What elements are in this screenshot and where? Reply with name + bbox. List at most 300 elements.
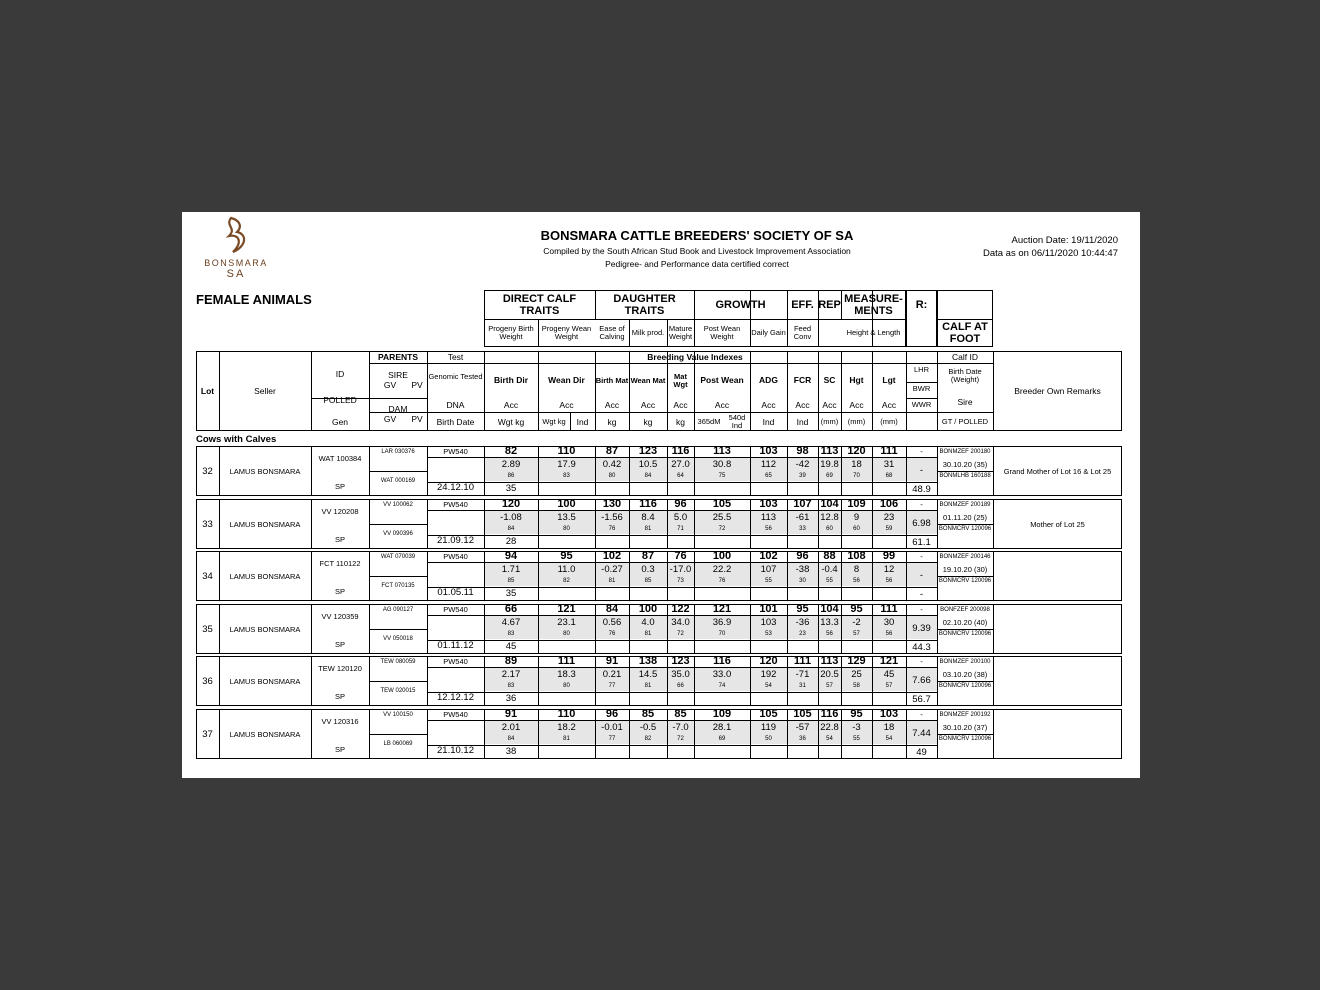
trait-acc-hgt: 56 [853,577,860,584]
test-type: PW540 [443,447,468,456]
animal-id: WAT 100384 [318,453,362,463]
trait-value-birth-dir: 2.17 [501,669,521,680]
col-wean-mat: Wean Mat [630,375,666,385]
trait-value-fcr: -57 [795,722,810,733]
group-eff: EFF. [791,298,814,311]
wwr-value: 61.1 [912,536,931,548]
col-wean-dir: Wean Dir [548,375,585,385]
trait-value-birth-mat: -0.27 [601,564,623,575]
lhr-value: - [920,657,923,666]
seller-name: LAMUS BONSMARA [229,466,301,476]
col-acc: Acc [822,399,837,410]
bottom-value: 28 [505,536,517,547]
animal-id: FCT 110122 [319,558,361,568]
trait-value-birth-dir: 1.71 [501,564,521,575]
trait-index-birth-mat: 84 [605,604,619,615]
lhr-value: - [920,447,923,456]
grid-line [369,524,427,525]
trait-value-mat-wgt: -17.0 [669,564,692,575]
trait-acc-mat-wgt: 72 [677,735,684,742]
trait-value-birth-dir: 4.67 [501,617,521,628]
grid-line [818,319,819,347]
trait-index-adg: 103 [759,446,778,457]
auction-info [983,234,1118,260]
trait-acc-sc: 60 [826,525,833,532]
trait-acc-lgt: 56 [885,577,893,584]
trait-index-lgt: 103 [879,709,899,720]
test-type: PW540 [443,605,468,614]
org-subtitle-2: Pedigree- and Performance data certified correct [605,259,789,269]
calf-birth-date: 03.10.20 (38) [942,670,988,679]
trait-index-mat-wgt: 123 [671,656,690,667]
trait-acc-adg: 53 [765,630,772,637]
trait-acc-post-wean: 75 [718,472,726,479]
calf-birth-date: 30.10.20 (35) [942,460,988,469]
trait-value-wean-mat: 4.0 [641,617,655,628]
col-acc: Acc [640,399,656,410]
animal-id: VV 120316 [321,716,359,726]
wwr-value: 49 [916,746,927,758]
trait-value-post-wean: 25.5 [712,512,732,523]
trait-index-birth-dir: 94 [504,551,518,562]
col-adg: ADG [759,375,778,385]
col-calf-sire: Sire [957,396,973,407]
unit-wgt-kg: Wgt kg [497,416,525,427]
animal-gen: SP [334,534,345,544]
trait-value-post-wean: 33.0 [712,669,732,680]
trait-index-hgt: 108 [847,551,866,562]
seller-name: LAMUS BONSMARA [229,624,301,634]
seller-name: LAMUS BONSMARA [229,519,301,529]
lhr-value: - [920,710,923,719]
trait-value-hgt: 9 [853,512,860,523]
section-title: FEMALE ANIMALS [196,292,312,307]
trait-acc-fcr: 23 [799,630,806,637]
trait-index-wean-dir: 110 [557,446,576,457]
trait-acc-wean-mat: 84 [644,472,652,479]
trait-index-wean-mat: 138 [638,656,658,667]
calf-birth-date: 01.11.20 (25) [942,513,988,522]
group-r: R: [915,298,928,311]
trait-value-wean-mat: 10.5 [638,459,658,470]
sub-feed-conv: Feed Conv [793,324,812,341]
trait-index-fcr: 98 [796,446,809,457]
trait-value-mat-wgt: 35.0 [671,669,690,680]
sire-id: AG 090127 [382,606,414,613]
calf-sire: BONMCRV 120096 [938,683,992,689]
dam-id: FCT 070135 [381,582,415,589]
grid-line [369,398,427,399]
lot-number: 36 [202,675,213,687]
unit-kg: kg [676,416,685,427]
bwr-value: 6.98 [912,517,931,529]
breeder-remarks [993,709,1122,759]
trait-acc-sc: 56 [826,630,833,637]
bwr-value: 7.66 [912,674,931,686]
lot-number: 34 [202,570,213,582]
trait-value-wean-mat: -0.5 [639,722,657,733]
grid-line [369,681,427,682]
col-gt-polled: GT / POLLED [941,417,989,426]
trait-index-mat-wgt: 85 [674,709,687,720]
trait-acc-mat-wgt: 73 [677,577,684,584]
trait-value-mat-wgt: 5.0 [673,512,688,523]
trait-value-sc: 20.5 [820,669,839,680]
trait-index-birth-dir: 66 [504,604,518,615]
trait-value-lgt: 18 [883,722,895,733]
trait-value-birth-dir: 2.89 [501,459,521,470]
trait-index-fcr: 111 [793,656,812,667]
col-acc: Acc [503,399,519,410]
trait-index-fcr: 107 [793,499,812,510]
trait-index-post-wean: 116 [713,656,731,667]
trait-value-sc: 13.3 [820,617,839,628]
grid-line [369,471,427,472]
trait-index-hgt: 120 [847,446,866,457]
birth-date: 24.12.10 [437,482,474,493]
trait-index-fcr: 105 [793,709,812,720]
trait-index-mat-wgt: 116 [671,446,690,457]
trait-value-fcr: -71 [795,669,810,680]
breeder-remarks [993,604,1122,654]
trait-acc-wean-dir: 80 [563,630,570,637]
trait-acc-birth-dir: 84 [507,735,515,742]
trait-acc-birth-mat: 81 [608,577,616,584]
trait-value-hgt: -2 [852,617,861,628]
col-acc: Acc [714,399,730,410]
col-acc: Acc [604,399,620,410]
col-hgt: Hgt [849,375,864,385]
trait-value-lgt: 12 [883,564,895,575]
unit-ind: Ind [576,416,589,427]
bottom-value: 45 [505,641,517,652]
breeder-remarks [993,656,1122,706]
trait-index-hgt: 95 [850,604,863,615]
trait-value-lgt: 23 [883,512,895,523]
trait-acc-lgt: 54 [885,735,893,742]
calf-id: BONMZEF 200180 [939,448,991,455]
breeder-remarks [993,551,1122,601]
trait-acc-wean-dir: 82 [563,577,570,584]
col-wwr: WWR [911,400,932,409]
col-parents: PARENTS [378,351,418,362]
trait-acc-sc: 69 [826,472,833,479]
col-gen: Gen [331,416,349,427]
col-lot: Lot [200,385,215,396]
trait-value-lgt: 45 [883,669,895,680]
trait-value-fcr: -61 [795,512,810,523]
unit-ind: Ind [762,416,775,427]
bonsmara-logo-icon [221,216,251,256]
calf-sire: BONMCRV 120096 [938,526,992,532]
trait-index-wean-mat: 87 [641,551,655,562]
lot-number: 32 [202,465,213,477]
trait-acc-birth-dir: 83 [507,682,515,689]
trait-value-post-wean: 30.8 [712,459,732,470]
calf-birth-date: 02.10.20 (40) [942,618,988,627]
trait-index-birth-mat: 96 [605,709,619,720]
trait-value-post-wean: 36.9 [712,617,732,628]
animal-gen: SP [334,481,345,491]
trait-acc-hgt: 58 [853,682,860,689]
unit-ind: Ind [796,416,809,427]
trait-value-adg: 103 [760,617,777,628]
trait-value-wean-mat: 8.4 [641,512,655,523]
col-acc: Acc [673,399,688,410]
trait-acc-lgt: 68 [885,472,893,479]
col-remarks: Breeder Own Remarks [1014,385,1101,396]
calf-sire: BONMCRV 120096 [938,578,992,584]
bottom-value: 36 [505,693,517,704]
trait-acc-hgt: 55 [853,735,860,742]
trait-acc-wean-mat: 85 [644,577,652,584]
trait-value-wean-dir: 18.3 [557,669,576,680]
col-acc: Acc [849,399,864,410]
trait-acc-birth-mat: 77 [608,735,616,742]
grid-line [369,734,427,735]
trait-value-hgt: 18 [851,459,862,470]
dam-id: VV 090396 [383,530,413,537]
trait-index-birth-mat: 91 [605,656,619,667]
trait-acc-fcr: 30 [799,577,806,584]
trait-value-wean-dir: 11.0 [557,564,576,575]
trait-value-wean-mat: 0.3 [641,564,655,575]
trait-acc-lgt: 56 [885,630,893,637]
lot-number: 35 [202,623,213,635]
animal-id: TEW 120120 [318,663,362,673]
group-title: Cows with Calves [196,434,277,445]
trait-value-wean-mat: 14.5 [638,669,658,680]
trait-value-wean-dir: 13.5 [557,512,576,523]
trait-index-birth-dir: 91 [504,709,518,720]
sire-id: WAT 070039 [380,553,416,560]
animal-id: VV 120208 [321,506,359,516]
trait-index-sc: 113 [820,446,839,457]
trait-acc-birth-mat: 76 [608,525,616,532]
bottom-value: 35 [505,588,517,599]
col-dam: DAM [388,403,408,414]
group-growth: GROWTH [715,298,766,311]
trait-index-wean-mat: 123 [638,446,658,457]
trait-value-wean-dir: 18.2 [557,722,576,733]
trait-value-wean-dir: 17.9 [557,459,576,470]
trait-index-wean-dir: 95 [560,551,573,562]
animal-gen: SP [334,586,345,596]
trait-acc-sc: 55 [826,577,833,584]
group-measurements: MEASURE-MENTS [844,292,903,317]
trait-index-hgt: 95 [850,709,863,720]
animal-id: VV 120359 [321,611,359,621]
trait-acc-mat-wgt: 72 [677,630,684,637]
trait-index-lgt: 121 [879,656,899,667]
trait-acc-sc: 57 [826,682,833,689]
trait-value-birth-mat: -1.56 [601,512,623,523]
trait-value-lgt: 30 [883,617,895,628]
trait-value-birth-mat: -0.01 [601,722,623,733]
trait-index-adg: 120 [759,656,778,667]
trait-acc-hgt: 60 [853,525,860,532]
calf-id: BONMZEF 200146 [939,553,991,560]
trait-value-adg: 192 [760,669,777,680]
calf-id: BONMZEF 200189 [939,501,991,508]
col-lhr: LHR [913,365,929,374]
trait-index-lgt: 111 [880,446,898,457]
calf-id: BONFZEF 200098 [940,606,990,613]
col-birth-date-weight: Birth Date (Weight) [948,367,982,384]
wwr-value: 56.7 [912,693,931,705]
trait-index-birth-mat: 102 [602,551,622,562]
trait-acc-mat-wgt: 66 [677,682,684,689]
test-type: PW540 [443,657,468,666]
trait-value-fcr: -36 [795,617,810,628]
trait-acc-post-wean: 74 [718,682,726,689]
bottom-value: 35 [505,483,517,494]
trait-acc-birth-dir: 86 [507,472,515,479]
trait-value-sc: 22.8 [820,722,839,733]
col-seller: Seller [254,385,276,396]
lhr-value: - [920,500,923,509]
trait-index-mat-wgt: 76 [674,551,687,562]
trait-index-wean-dir: 110 [557,709,576,720]
trait-acc-hgt: 70 [853,472,860,479]
logo-subtext: SA [226,268,246,280]
unit-mm: (mm) [847,417,866,426]
animal-gen: SP [334,744,345,754]
col-sire: SIRE [388,369,408,380]
dam-id: TEW 020015 [380,687,416,694]
col-polled: POLLED [323,394,357,405]
trait-value-birth-mat: 0.56 [602,617,622,628]
col-dam-pv: PV [411,414,423,424]
trait-index-sc: 113 [820,656,839,667]
trait-acc-post-wean: 70 [718,630,726,637]
col-acc: Acc [881,399,897,410]
sire-id: LAR 030376 [381,448,415,455]
trait-acc-wean-dir: 81 [563,735,570,742]
birth-date: 01.11.12 [437,640,474,651]
org-header [482,228,912,269]
calf-sire: BONMCRV 120096 [938,631,992,637]
col-birth-date: Birth Date [436,416,475,427]
trait-value-mat-wgt: 27.0 [671,459,690,470]
trait-value-adg: 113 [760,512,777,523]
logo-text: BONSMARA [204,258,268,268]
unit-wgt-kg: Wgt kg [542,417,566,426]
trait-acc-fcr: 36 [799,735,806,742]
test-type: PW540 [443,500,468,509]
trait-acc-wean-mat: 81 [644,682,652,689]
col-lgt: Lgt [882,375,896,385]
trait-acc-post-wean: 76 [718,577,726,584]
trait-index-post-wean: 113 [713,446,731,457]
unit-mm: (mm) [880,417,898,426]
test-type: PW540 [443,552,468,561]
group-calf-at-foot: CALF AT FOOT [942,321,988,345]
trait-index-lgt: 111 [880,604,898,615]
trait-index-birth-mat: 87 [605,446,619,457]
col-fcr: FCR [793,375,812,385]
dam-id: LB 060069 [383,740,413,747]
trait-acc-wean-dir: 80 [563,525,570,532]
org-title: BONSMARA CATTLE BREEDERS' SOCIETY OF SA [540,228,854,243]
unit-365dm: 365dM [697,417,721,426]
seller-name: LAMUS BONSMARA [229,729,301,739]
col-birth-dir: Birth Dir [494,375,528,385]
sub-pbw: Progeny Birth Weight [488,324,534,341]
dam-id: VV 050018 [383,635,413,642]
group-direct-calf: DIRECT CALF TRAITS [502,292,577,317]
calf-birth-date: 30.10.20 (37) [942,723,988,732]
seller-name: LAMUS BONSMARA [229,676,301,686]
trait-acc-birth-mat: 77 [608,682,616,689]
trait-value-mat-wgt: 34.0 [671,617,690,628]
trait-value-birth-dir: -1.08 [500,512,522,523]
trait-index-hgt: 109 [847,499,866,510]
trait-value-adg: 107 [760,564,777,575]
lot-number: 33 [202,518,213,530]
col-genomic: Genomic Tested [428,372,483,381]
trait-value-sc: -0.4 [821,564,838,575]
trait-acc-adg: 56 [765,525,772,532]
trait-value-birth-mat: 0.21 [602,669,622,680]
trait-index-post-wean: 100 [712,551,732,562]
data-as-on: Data as on 06/11/2020 10:44:47 [982,248,1118,259]
trait-value-sc: 19.8 [820,459,839,470]
trait-value-sc: 12.8 [820,512,839,523]
col-sire-pv: PV [411,380,423,390]
col-acc: Acc [795,399,810,410]
trait-value-post-wean: 22.2 [712,564,732,575]
trait-index-wean-mat: 116 [639,499,657,510]
trait-acc-adg: 54 [765,682,772,689]
test-type: PW540 [443,710,468,719]
grid-line [369,576,427,577]
trait-acc-mat-wgt: 71 [677,525,684,532]
trait-acc-birth-mat: 76 [608,630,616,637]
trait-index-post-wean: 109 [712,709,732,720]
col-birth-mat: Birth Mat [595,375,629,385]
trait-index-hgt: 129 [847,656,866,667]
trait-acc-wean-dir: 80 [563,682,570,689]
unit-kg: kg [643,416,653,427]
trait-index-birth-dir: 120 [501,499,521,510]
unit-mm: (mm) [820,417,839,426]
trait-value-adg: 119 [760,722,777,733]
trait-acc-adg: 65 [765,472,772,479]
col-post-wean: Post Wean [700,375,744,385]
trait-value-wean-dir: 23.1 [557,617,576,628]
wwr-value: - [919,588,924,600]
trait-acc-wean-mat: 81 [644,630,652,637]
bwr-value: - [919,569,924,581]
trait-acc-wean-mat: 81 [644,525,652,532]
col-id: ID [335,368,345,379]
sub-daily-gain: Daily Gain [751,328,786,337]
group-daughter: DAUGHTER TRAITS [613,292,676,317]
trait-index-mat-wgt: 122 [671,604,690,615]
grid-line [937,363,993,364]
trait-acc-adg: 50 [765,735,772,742]
trait-index-adg: 101 [759,604,778,615]
col-sc: SC [823,375,836,385]
unit-kg: kg [607,416,617,427]
trait-acc-mat-wgt: 64 [677,472,684,479]
trait-acc-birth-dir: 83 [507,630,515,637]
trait-acc-lgt: 59 [885,525,893,532]
trait-acc-wean-dir: 83 [563,472,570,479]
bwr-value: 7.44 [912,727,931,739]
trait-acc-fcr: 31 [799,682,806,689]
